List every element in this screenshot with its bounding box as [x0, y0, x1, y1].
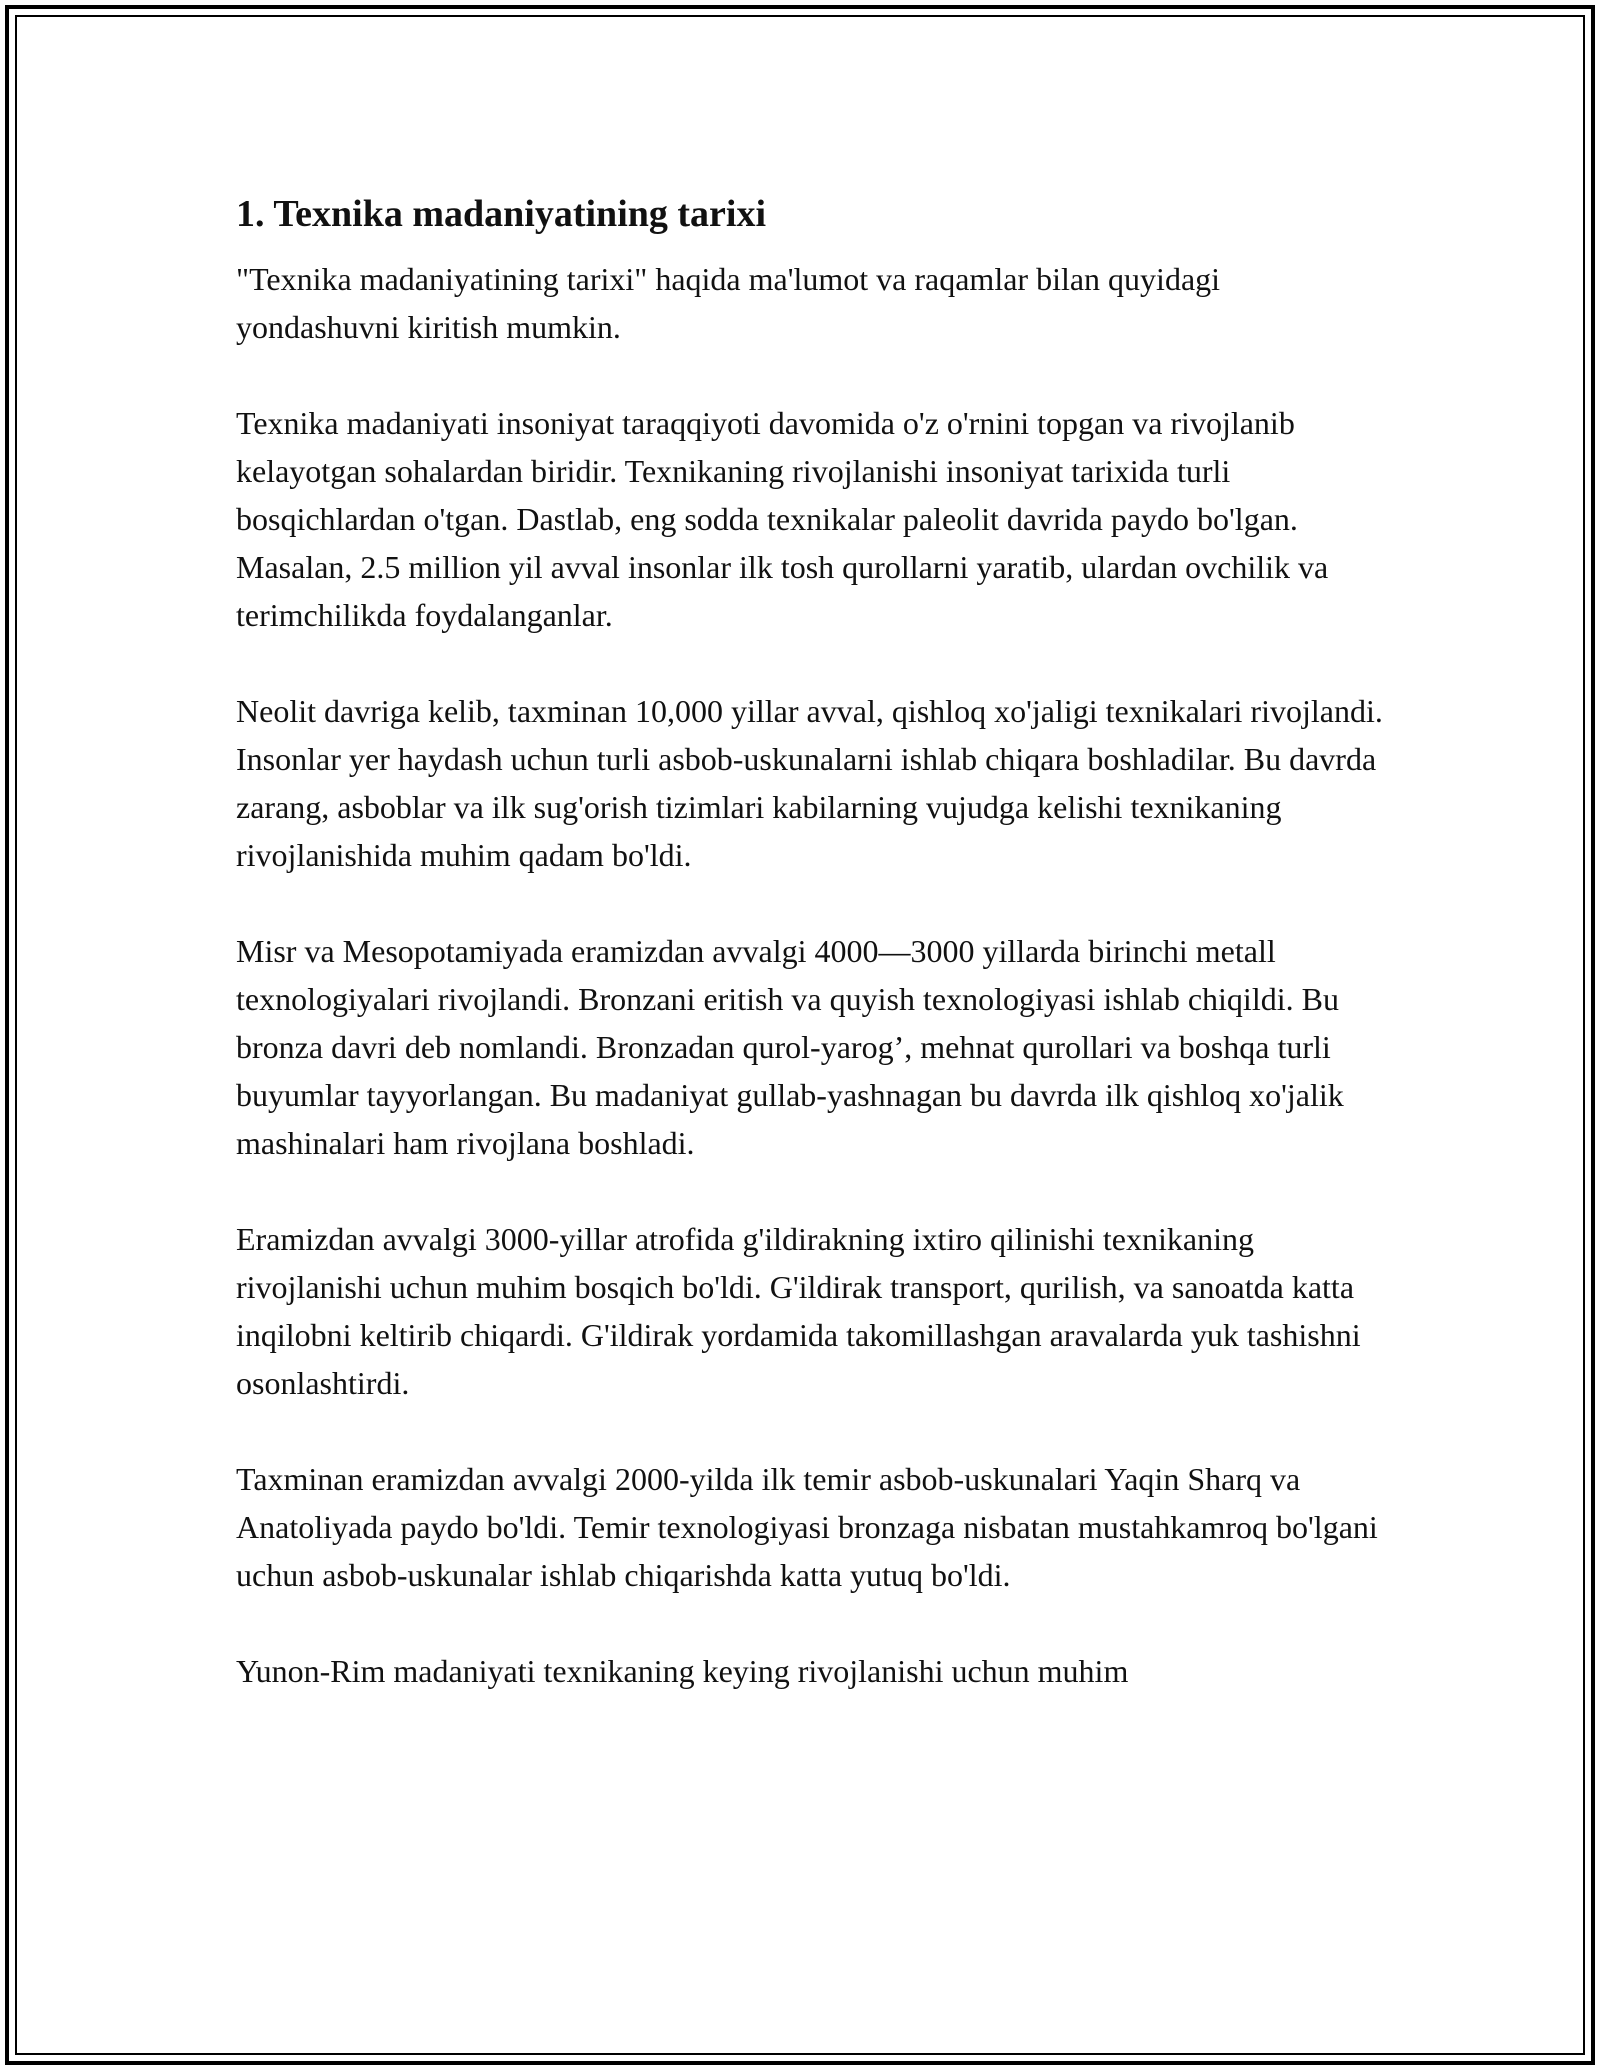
- paragraph-paleolithic: Texnika madaniyati insoniyat taraqqiyoti davomida o'z o'rnini topgan va rivojlanib kelayotgan sohalardan biridir. Texnikaning rivojlanishi insoniyat tarixida turli bosqichlardan o'tgan. Dastlab, eng sodda texnikalar paleolit davrida paydo bo'lgan. Masalan, 2.5 million yil avval insonlar ilk tosh qurollarni yaratib, ulardan ovchilik va terimchilikda foydalanganlar.: [236, 405, 1329, 633]
- intro-paragraph: "Texnika madaniyatining tarixi" haqida ma'lumot va raqamlar bilan quyidagi yondashuvni kiritish mumkin.: [236, 261, 1221, 345]
- paragraph-bronze-age: Misr va Mesopotamiyada eramizdan avvalgi 4000—3000 yillarda birinchi metall texnologiyalari rivojlandi. Bronzani eritish va quyish texnologiyasi ishlab chiqildi. Bu bronza davri deb nomlandi. Bronzadan qurol-yarog’, mehnat qurollari va boshqa turli buyumlar tayyorlangan. Bu madaniyat gullab-yashnagan bu davrda ilk qishloq xo'jalik mashinalari ham rivojlana boshladi.: [236, 933, 1344, 1161]
- paragraph-neolithic: Neolit davriga kelib, taxminan 10,000 yillar avval, qishloq xo'jaligi texnikalari rivojlandi. Insonlar yer haydash uchun turli asbob-uskunalarni ishlab chiqara boshladilar. Bu davrda zarang, asboblar va ilk sug'orish tizimlari kabilarning vujudga kelishi texnikaning rivojlanishida muhim qadam bo'ldi.: [236, 693, 1383, 873]
- paragraph-wheel: Eramizdan avvalgi 3000-yillar atrofida g'ildirakning ixtiro qilinishi texnikaning rivojlanishi uchun muhim bosqich bo'ldi. G'ildirak transport, qurilish, va sanoatda katta inqilobni keltirib chiqardi. G'ildirak yordamida takomillashgan aravalarda yuk tashishni osonlashtirdi.: [236, 1221, 1361, 1401]
- paragraph-greco-roman: Yunon-Rim madaniyati texnikaning keying rivojlanishi uchun muhim: [236, 1653, 1129, 1689]
- document-body: [236, 180, 1386, 1743]
- section-heading: 1. Texnika madaniyatining tarixi: [236, 193, 767, 235]
- paragraph-iron-age: Taxminan eramizdan avvalgi 2000-yilda ilk temir asbob-uskunalari Yaqin Sharq va Anatoliyada paydo bo'ldi. Temir texnologiyasi bronzaga nisbatan mustahkamroq bo'lgani uchun asbob-uskunalar ishlab chiqarishda katta yutuq bo'ldi.: [236, 1461, 1378, 1593]
